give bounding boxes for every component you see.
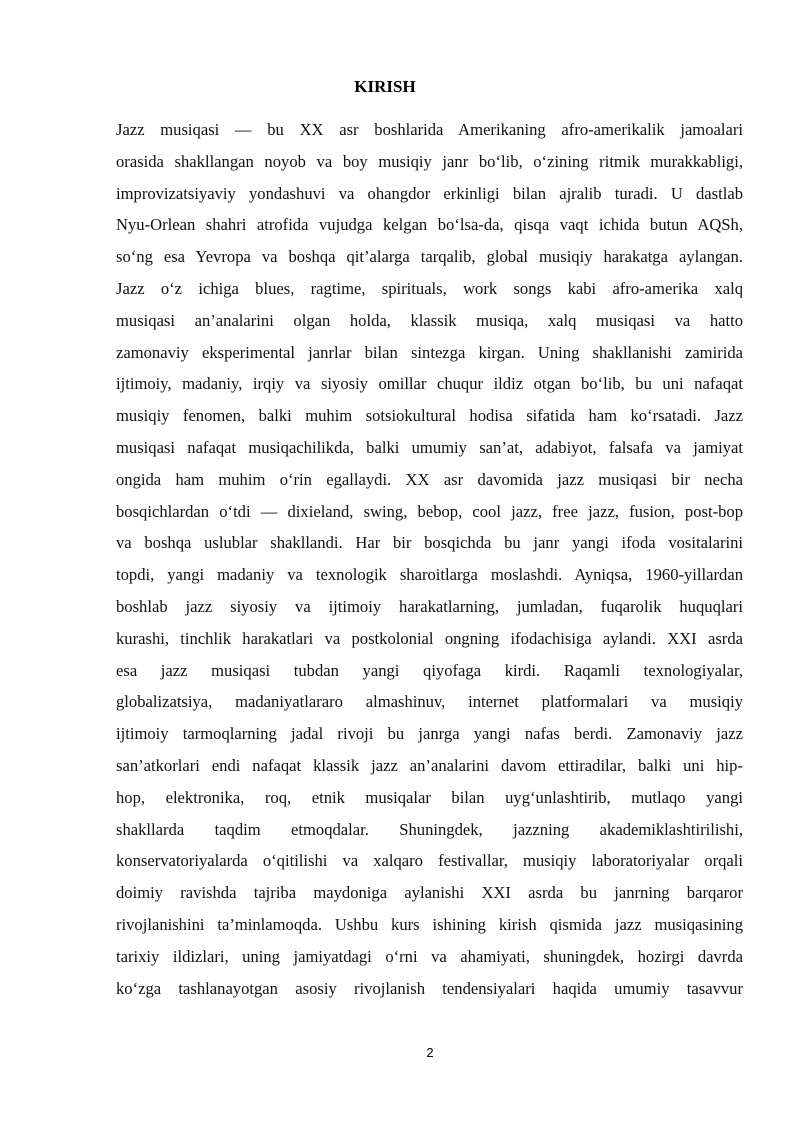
- paragraph-line: boshlab jazz siyosiy va ijtimoiy harakatlarning, jumladan, fuqarolik huquqlari: [116, 596, 743, 616]
- paragraph-line: zamonaviy eksperimental janrlar bilan sintezga kirgan. Uning shakllanishi zamirida: [116, 342, 743, 362]
- paragraph-line: shakllarda taqdim etmoqdalar. Shuningdek, jazzning akademiklashtirilishi,: [116, 819, 743, 839]
- section-heading: KIRISH: [354, 77, 416, 96]
- paragraph-line: rivojlanishini ta’minlamoqda. Ushbu kurs ishining kirish qismida jazz musiqasining: [116, 914, 743, 934]
- paragraph-line: hop, elektronika, roq, etnik musiqalar bilan uyg‘unlashtirib, mutlaqo yangi: [116, 787, 743, 807]
- paragraph-line: Jazz musiqasi — bu XX asr boshlarida Amerikaning afro-amerikalik jamoalari: [116, 120, 743, 139]
- paragraph-line: Jazz o‘z ichiga blues, ragtime, spirituals, work songs kabi afro-amerika xalq: [116, 278, 743, 298]
- paragraph-line: topdi, yangi madaniy va texnologik sharoitlarga moslashdi. Ayniqsa, 1960-yillardan: [116, 565, 743, 585]
- paragraph-line: doimiy ravishda tajriba maydoniga aylanishi XXI asrda bu janrning barqaror: [116, 883, 743, 903]
- paragraph-line: tarixiy ildizlari, uning jamiyatdagi o‘rni va ahamiyati, shuningdek, hozirgi davrda: [116, 946, 743, 966]
- paragraph-line: improvizatsiyaviy yondashuvi va ohangdor erkinligi bilan ajralib turadi. U dastlab: [116, 183, 743, 203]
- paragraph-line: musiqasi nafaqat musiqachilikda, balki umumiy san’at, adabiyot, falsafa va jamiyat: [116, 437, 743, 457]
- paragraph-line: globalizatsiya, madaniyatlararo almashinuv, internet platformalari va musiqiy: [116, 692, 743, 712]
- paragraph-line: so‘ng esa Yevropa va boshqa qit’alarga tarqalib, global musiqiy harakatga aylangan.: [116, 247, 743, 267]
- paragraph-line: ko‘zga tashlanayotgan asosiy rivojlanish tendensiyalari haqida umumiy tasavvur: [116, 978, 743, 998]
- paragraph-line: musiqiy fenomen, balki muhim sotsiokultural hodisa sifatida ham ko‘rsatadi. Jazz: [116, 406, 743, 426]
- paragraph-line: musiqasi an’analarini olgan holda, klassik musiqa, xalq musiqasi va hatto: [116, 310, 743, 330]
- paragraph-line: konservatoriyalarda o‘qitilishi va xalqaro festivallar, musiqiy laboratoriyalar orqali: [116, 851, 743, 871]
- paragraph-line: ijtimoiy, madaniy, irqiy va siyosiy omillar chuqur ildiz otgan bo‘lib, bu uni nafaqat: [116, 374, 743, 394]
- paragraph-line: Nyu-Orlean shahri atrofida vujudga kelgan bo‘lsa-da, qisqa vaqt ichida butun AQSh,: [116, 215, 743, 235]
- paragraph-line: ongida ham muhim o‘rin egallaydi. XX asr davomida jazz musiqasi bir necha: [116, 469, 743, 489]
- body-paragraph: [116, 114, 743, 1030]
- paragraph-line: san’atkorlari endi nafaqat klassik jazz an’analarini davom ettiradilar, balki uni hip-: [116, 755, 743, 775]
- paragraph-line: ijtimoiy tarmoqlarning jadal rivoji bu janrga yangi nafas berdi. Zamonaviy jazz: [116, 724, 743, 744]
- paragraph-line: esa jazz musiqasi tubdan yangi qiyofaga kirdi. Raqamli texnologiyalar,: [116, 660, 743, 680]
- paragraph-line: bosqichlardan o‘tdi — dixieland, swing, bebop, cool jazz, free jazz, fusion, post-bop: [116, 501, 743, 521]
- page-number: 2: [426, 1045, 434, 1060]
- paragraph-line: va boshqa uslublar shakllandi. Har bir bosqichda bu janr yangi ifoda vositalarini: [116, 533, 743, 553]
- paragraph-line: kurashi, tinchlik harakatlari va postkolonial ongning ifodachisiga aylandi. XXI asrda: [116, 628, 743, 648]
- paragraph-line: orasida shakllangan noyob va boy musiqiy janr bo‘lib, o‘zining ritmik murakkabligi,: [116, 151, 743, 171]
